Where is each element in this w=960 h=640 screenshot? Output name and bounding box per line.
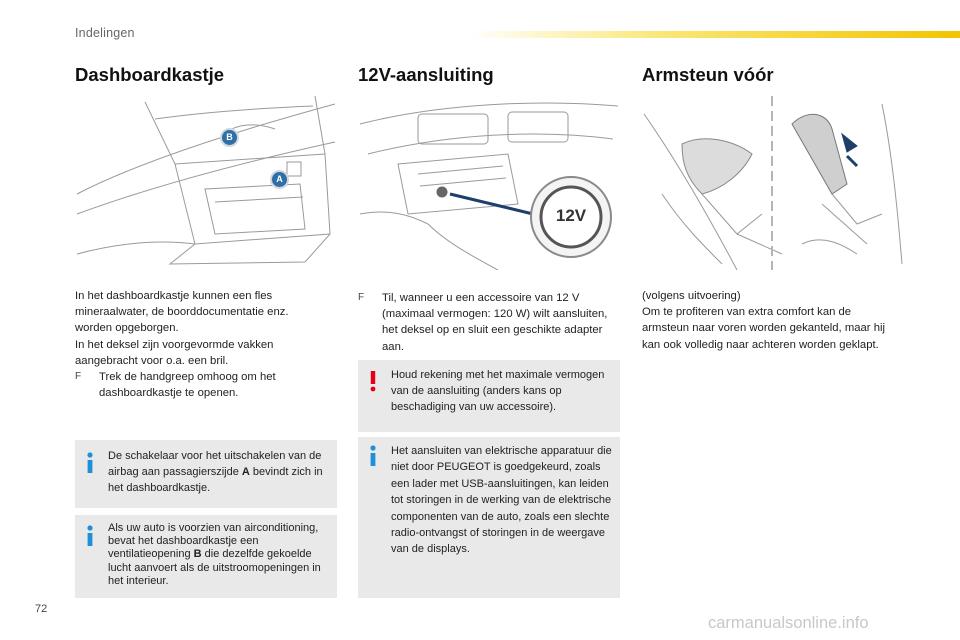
watermark: carmanualsonline.info — [708, 614, 869, 632]
info-text: bevindt zich in het dashboardkastje. — [108, 466, 323, 494]
dashboardkastje-text — [75, 288, 320, 401]
info-icon — [83, 452, 97, 474]
warning-box-power — [358, 360, 620, 432]
info-icon — [366, 445, 380, 467]
page-number: 72 — [35, 603, 48, 615]
info-box-airbag — [75, 440, 337, 508]
bullet-marker: F — [75, 371, 82, 383]
paragraph: Om te profiteren van extra comfort kan de armsteun naar voren worden gekanteld, maar hij kan ook volledig naar achteren worden geklapt. — [642, 306, 886, 351]
bullet-item — [358, 290, 616, 355]
bullet-text: Trek de handgreep omhoog om het dashboardkastje te openen. — [99, 371, 276, 400]
header-accent-bar — [470, 31, 960, 38]
warning-text: Houd rekening met het maximale vermogen van de aansluiting (anders kans op beschadiging van uw accessoire). — [391, 369, 605, 413]
title-armsteun-voor: Armsteun vóór — [642, 64, 774, 85]
info-box-ventilation — [75, 515, 337, 598]
12v-socket-illustration — [358, 94, 620, 270]
info-icon — [83, 525, 97, 547]
info-text: De schakelaar voor het uitschakelen van de airbag aan passagierszijde — [108, 450, 322, 478]
bullet-text: Til, wanneer u een accessoire van 12 V (maximaal vermogen: 120 W) wilt aansluiten, het deksel op en sluit een geschikte adapter aan. — [382, 292, 608, 353]
info-text: Als uw auto is voorzien van airconditioning, bevat het dashboardkastje een ventilatieopening — [108, 522, 319, 561]
warning-icon — [366, 370, 380, 392]
paragraph: (volgens uitvoering) — [642, 290, 741, 302]
armrest-illustration — [642, 94, 904, 270]
bullet-marker: F — [358, 292, 365, 303]
12v-socket-label: 12V — [555, 206, 587, 225]
12v-text — [358, 290, 616, 355]
info-text: Het aansluiten van elektrische apparatuur die niet door PEUGEOT is goedgekeurd, zoals een lader met USB-aansluitingen, kan leiden tot storingen in de werking van de elektrische componenten van de auto, zoals een slechte radio-ontvangst of storingen in de weergave van de displays. — [391, 445, 612, 556]
section-label: Indelingen — [75, 26, 135, 40]
info-bold-label: B — [193, 548, 202, 561]
paragraph: In het dashboardkastje kunnen een fles mineraalwater, de boorddocumentatie enz. worden opgeborgen. — [75, 290, 289, 335]
label-a: A — [270, 170, 289, 189]
info-box-electrical — [358, 437, 620, 598]
title-dashboardkastje: Dashboardkastje — [75, 64, 225, 85]
paragraph: In het deksel zijn voorgevormde vakken aangebracht voor o.a. een bril. — [75, 338, 274, 367]
armsteun-text — [642, 288, 897, 353]
info-bold-label: A — [241, 466, 250, 478]
glovebox-illustration — [75, 94, 337, 270]
bullet-item — [75, 369, 320, 401]
title-12v-aansluiting: 12V-aansluiting — [358, 64, 494, 85]
label-b: B — [220, 128, 239, 147]
info-text: die dezelfde gekoelde lucht aanvoert als de uitstroomopeningen in het interieur. — [108, 548, 321, 587]
